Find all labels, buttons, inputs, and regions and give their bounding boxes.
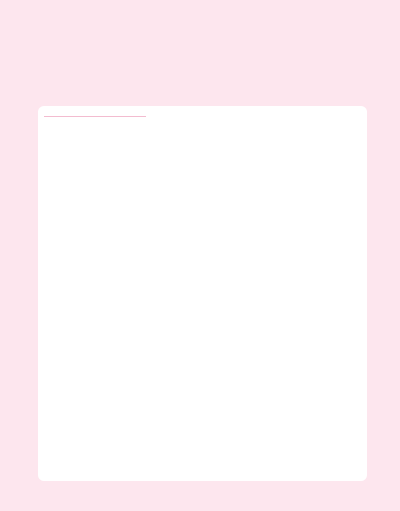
column-1 xyxy=(44,114,146,121)
contents-panel xyxy=(38,106,367,481)
panel-heading xyxy=(44,114,146,117)
